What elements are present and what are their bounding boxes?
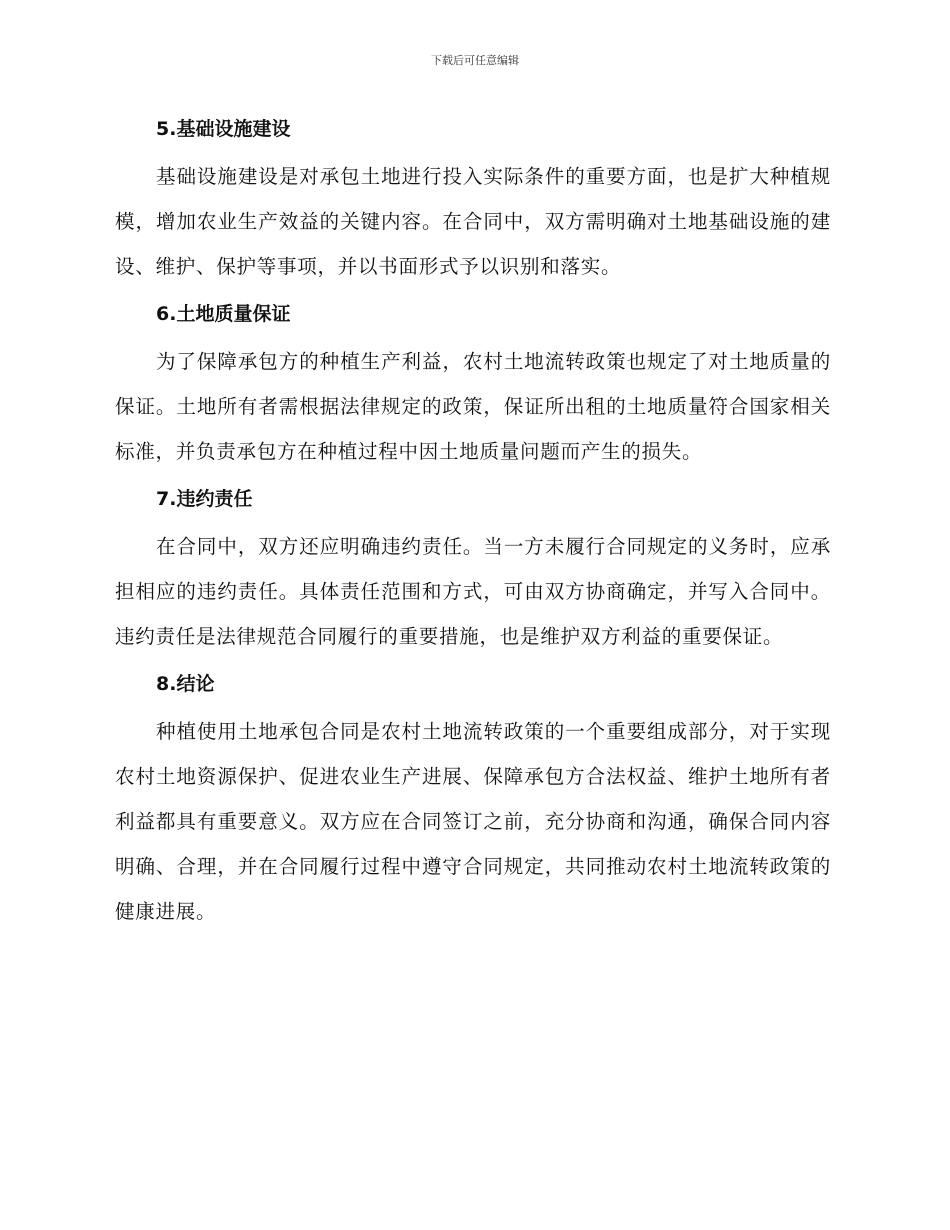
page-header: 下载后可任意编辑 [431,54,519,67]
section-land-quality [115,295,831,474]
section-heading: 6.土地质量保证 [156,303,291,325]
section-paragraph: 在合同中，双方还应明确违约责任。当一方未履行合同规定的义务时，应承担相应的违约责任。具体责任范围和方式，可由双方协商确定，并写入合同中。违约责任是法律规范合同履行的重要措施，也是维护双方利益的重要保证。 [115,535,831,648]
section-heading: 5.基础设施建设 [156,118,291,140]
section-heading: 8.结论 [156,673,215,695]
section-heading: 7.违约责任 [156,488,253,510]
document-body [115,110,831,934]
section-conclusion [115,665,831,934]
section-infrastructure [115,110,831,289]
section-paragraph: 基础设施建设是对承包土地进行投入实际条件的重要方面，也是扩大种植规模，增加农业生产效益的关键内容。在合同中，双方需明确对土地基础设施的建设、维护、保护等事项，并以书面形式予以识别和落实。 [115,165,831,278]
section-paragraph: 种植使用土地承包合同是农村土地流转政策的一个重要组成部分，对于实现农村土地资源保护、促进农业生产进展、保障承包方合法权益、维护土地所有者利益都具有重要意义。双方应在合同签订之前，充分协商和沟通，确保合同内容明确、合理，并在合同履行过程中遵守合同规定，共同推动农村土地流转政策的健康进展。 [115,720,831,923]
section-breach-liability [115,480,831,659]
section-paragraph: 为了保障承包方的种植生产利益，农村土地流转政策也规定了对土地质量的保证。土地所有者需根据法律规定的政策，保证所出租的土地质量符合国家相关标准，并负责承包方在种植过程中因土地质量问题而产生的损失。 [115,350,831,463]
